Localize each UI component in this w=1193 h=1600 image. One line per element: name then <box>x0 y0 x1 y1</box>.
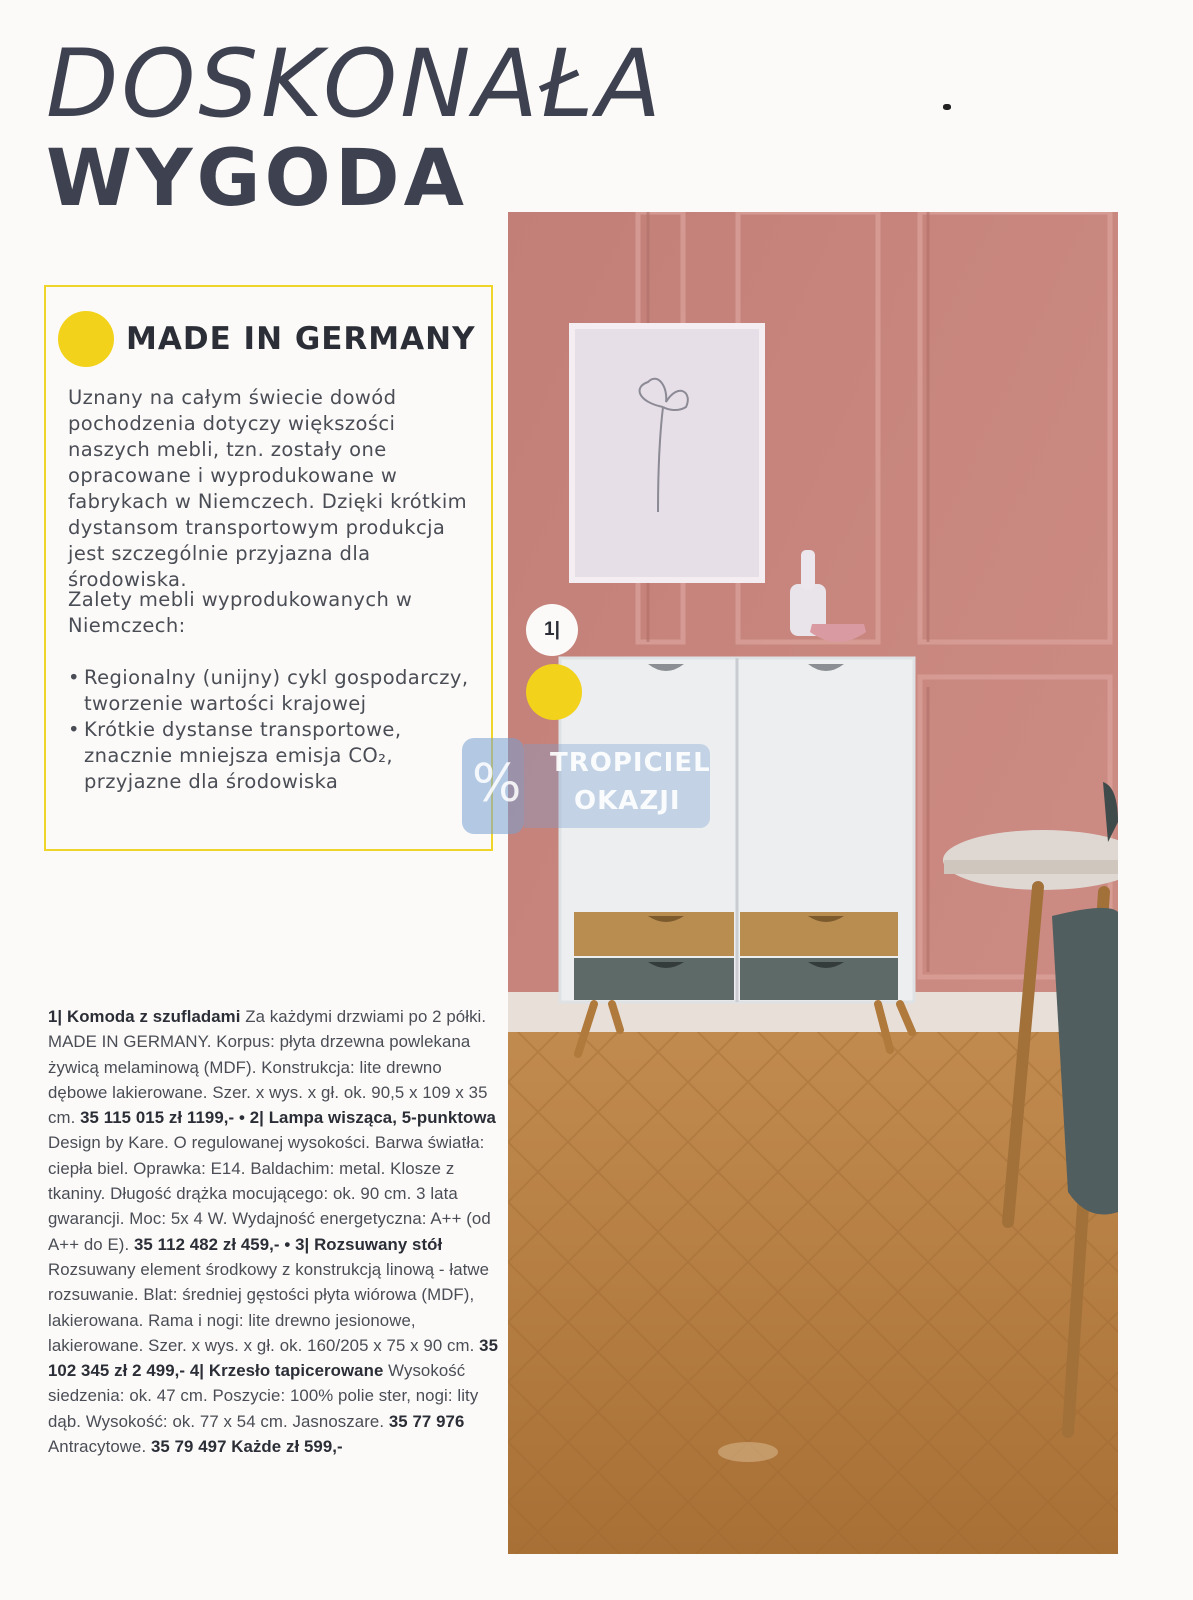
made-in-germany-box <box>44 285 493 851</box>
headline-line-1: DOSKONAŁA <box>46 30 664 139</box>
yellow-dot-icon <box>58 311 114 367</box>
box-heading: MADE IN GERMANY <box>126 321 476 357</box>
product-2-label: 2| Lampa wisząca, 5-punktowa <box>249 1108 496 1128</box>
watermark-badge <box>462 738 524 834</box>
product-4-label: 4| Krzesło tapicerowane <box>189 1361 384 1381</box>
box-paragraph-1: Uznany na całym świecie dowód pochodzenia dotyczy większości naszych mebli, tzn. zostały one opracowane i wyprodukowane w fabrykach w Niemczech. Dzięki krótkim dystansom transportowym produkcja jest szczególnie przyjazna dla środowiska. <box>68 386 468 591</box>
product-4-text-2: Antracytowe. <box>48 1437 147 1457</box>
percent-icon: % <box>472 754 522 814</box>
product-descriptions <box>48 1004 500 1459</box>
product-4-price: 35 77 976 <box>388 1411 465 1431</box>
product-1-text: Za każdymi drzwiami po 2 półki. MADE IN GERMANY. Korpus: płyta drzewna powlekana żywicą melaminową (MDF). Konstrukcja: lite drewno dębowe lakierowane. Szer. x wys. x gł. ok. 90,5 x 109 x 35 cm. <box>48 1007 488 1128</box>
product-2-text: Design by Kare. O regulowanej wysokości. Barwa światła: ciepła biel. Oprawka: E14. Baldachim: metal. Klosze z tkaniny. Długość drążka mocującego: ok. 90 cm. 3 lata gwarancji. Moc: 5x 4 W. Wydajność energetyczna: A++ (od A++ do E). <box>48 1133 491 1254</box>
product-3-price: 35 102 345 zł 2 499,- <box>48 1335 499 1381</box>
product-number-tag: 1| <box>526 604 578 656</box>
tropiciel-okazji-watermark <box>462 738 710 834</box>
list-item: • Regionalny (unijny) cykl gospodarczy, tworzenie wartości krajowej <box>68 665 478 717</box>
watermark-text-2: OKAZJI <box>574 786 681 816</box>
advantages-list <box>68 665 478 795</box>
interior-photo <box>508 212 1118 1554</box>
list-item: • Krótkie dystanse transportowe, znacznie mniejsza emisja CO₂, przyjazne dla środowiska <box>68 717 478 795</box>
print-speck <box>943 104 951 110</box>
product-1-label: 1| Komoda z szufladami <box>48 1007 241 1026</box>
product-1-price: 35 115 015 zł 1199,- • <box>80 1108 245 1128</box>
yellow-dot-icon <box>526 664 582 720</box>
headline-line-2: WYGODA <box>46 134 468 224</box>
product-4-price-2: 35 79 497 Każde zł 599,- <box>150 1437 343 1457</box>
product-2-price: 35 112 482 zł 459,- • <box>134 1234 291 1254</box>
box-paragraph-2: Zalety mebli wyprodukowanych w Niemczech: <box>68 588 413 637</box>
product-3-text: Rozsuwany element środkowy z konstrukcją linową - łatwe rozsuwanie. Blat: średniej gęstości płyta wiórowa (MDF), lakierowana. Rama i nogi: lite drewno jesionowe, lakierowane. Szer. x wys. x gł. ok. 160/205 x 75 x 90 cm. <box>48 1259 490 1355</box>
watermark-text-1: TROPICIEL <box>550 748 711 778</box>
product-4-text: Wysokość siedzenia: ok. 47 cm. Poszycie: 100% polie ster, nogi: lity dąb. Wysokość: ok. 77 x 54 cm. Jasnoszare. <box>48 1361 479 1431</box>
product-3-label: 3| Rozsuwany stół <box>295 1234 443 1254</box>
